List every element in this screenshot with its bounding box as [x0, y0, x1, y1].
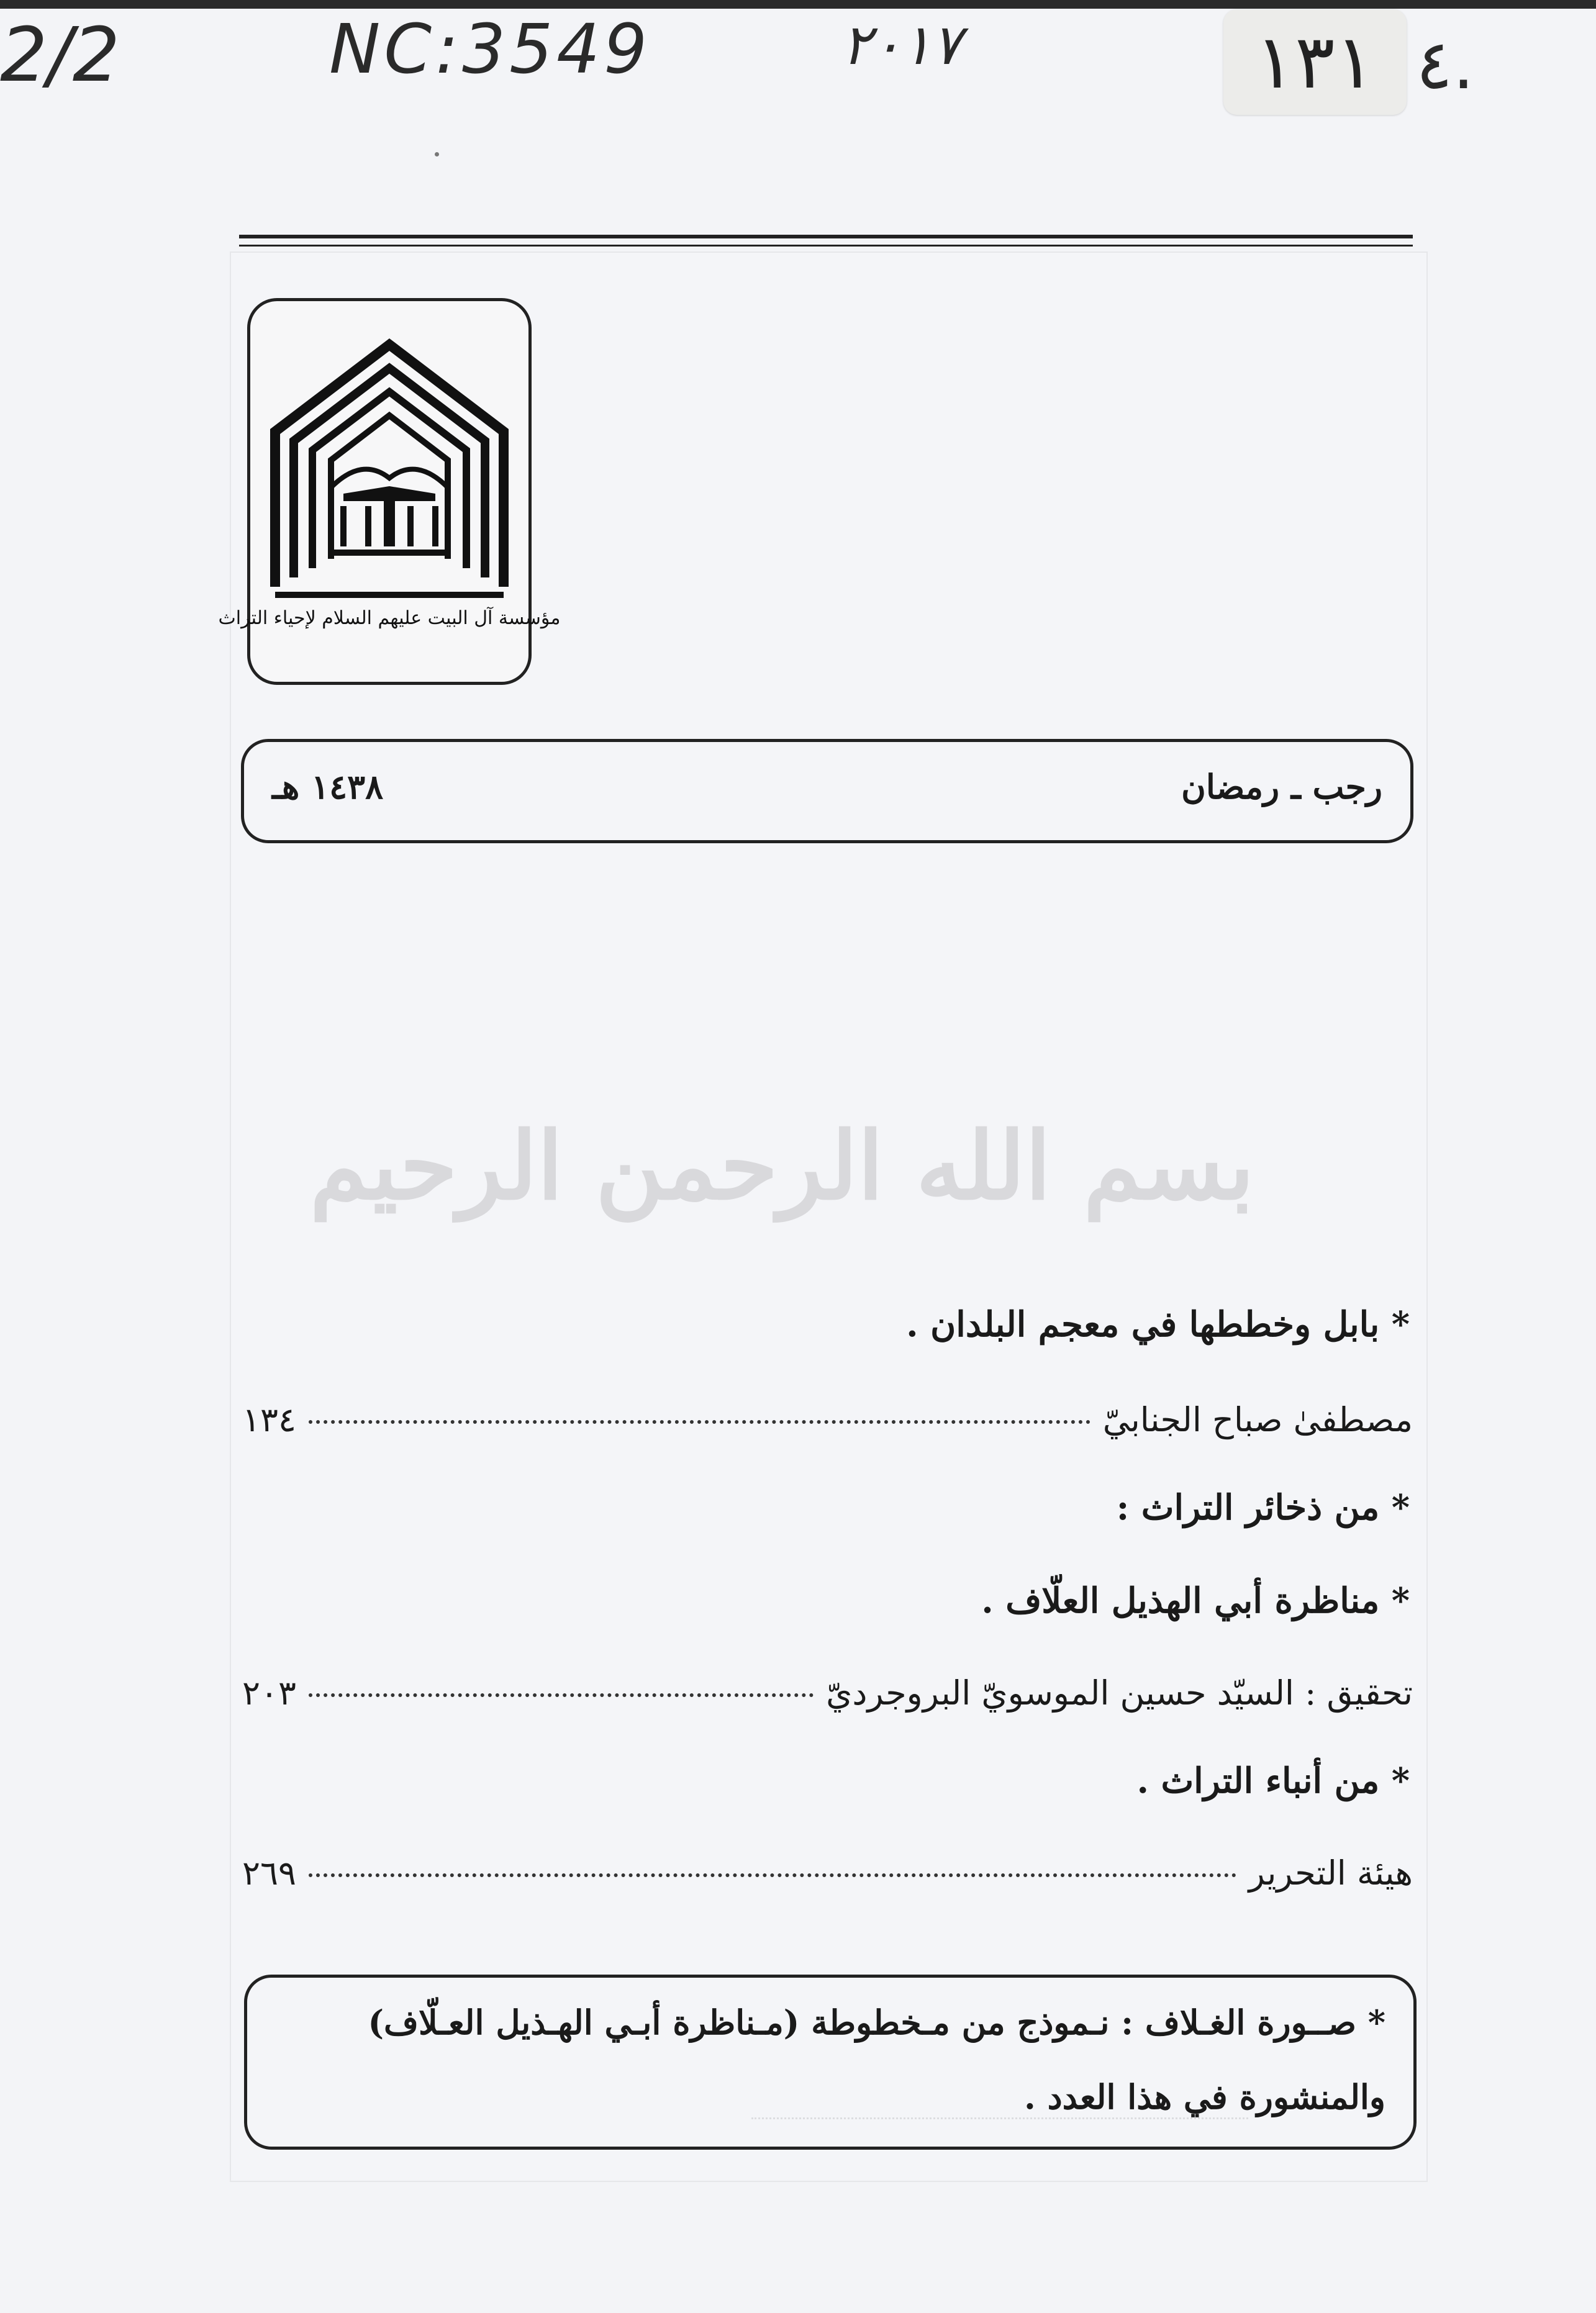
issue-months: رجب ـ رمضان — [1181, 767, 1382, 807]
cover-note-line1: * صــورة الغـلاف : نـموذج من مـخطوطة (مـناظرة أبـي الهـذيل العـلّاف) — [368, 2003, 1385, 2042]
dot-leader — [309, 1420, 1090, 1424]
article1-author: مصطفىٰ صباح الجنابيّ — [1102, 1400, 1413, 1439]
show-through-dots — [751, 2105, 1248, 2119]
sticker-number: ١٣١ — [1254, 19, 1376, 106]
issue-year: ١٤٣٨ هـ — [272, 767, 384, 807]
article2-author: تحقيق : السيّد حسين الموسويّ البروجرديّ — [826, 1673, 1413, 1713]
number-sticker — [1223, 9, 1407, 115]
article3-entry — [242, 1854, 1413, 1893]
publisher-logo-frame — [218, 298, 561, 685]
basmala-watermark: بسم الله الرحمن الرحيم — [309, 1111, 1254, 1221]
article2-entry — [242, 1673, 1413, 1713]
handwritten-prefix: ٤. — [1416, 25, 1475, 104]
top-rule-thick — [239, 235, 1413, 238]
handwritten-year: ٢٠١٧ — [841, 12, 962, 78]
scan-speck — [435, 152, 439, 156]
cover-note-line2: والمنشورة في هذا العدد . — [1023, 2077, 1385, 2117]
handwritten-catalog-number: NC:3549 — [329, 9, 651, 89]
article1-page: ١٣٤ — [242, 1400, 297, 1439]
article1-title: * بابل وخططها في معجم البلدان . — [906, 1304, 1410, 1345]
article3-page: ٢٦٩ — [242, 1854, 297, 1893]
section1-title: * من ذخائر التراث : — [1116, 1487, 1410, 1528]
article3-author: هيئة التحرير — [1248, 1854, 1413, 1893]
scan-top-edge — [0, 0, 1596, 9]
article2-page: ٢٠٣ — [242, 1673, 297, 1713]
handwritten-fraction: 2/2 — [0, 12, 120, 99]
dot-leader — [309, 1873, 1236, 1877]
article2-title: * مناظرة أبي الهذيل العلّاف . — [981, 1580, 1410, 1621]
article1-entry — [242, 1400, 1413, 1439]
issue-date-box — [241, 739, 1413, 843]
publisher-logo-icon — [218, 301, 561, 682]
top-rule-thin — [239, 245, 1413, 247]
logo-caption: مؤسسة آل البيت عليهم السلام لإحياء التراث — [218, 607, 561, 629]
cover-note-box — [244, 1975, 1417, 2150]
dot-leader — [309, 1693, 814, 1697]
section2-title: * من أنباء التراث . — [1136, 1760, 1410, 1801]
